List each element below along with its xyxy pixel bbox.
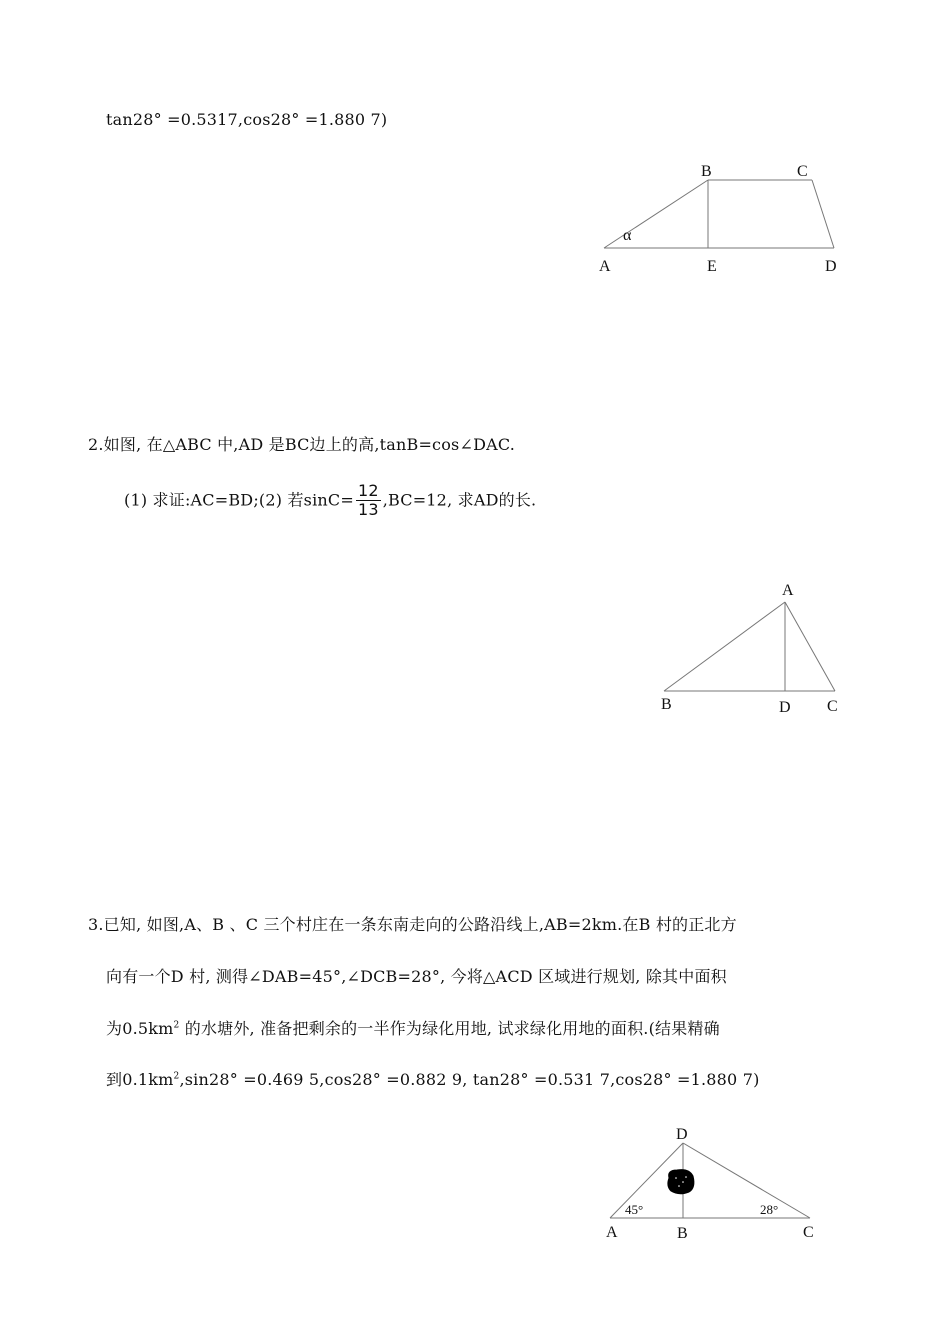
- fig3-label-b: B: [677, 1225, 688, 1242]
- fraction-12-13: [356, 482, 381, 520]
- fig2-label-b: B: [661, 696, 672, 713]
- problem2-statement: 2.如图, 在△ABC 中,AD 是BC边上的高,tanB=cos∠DAC.: [88, 435, 516, 454]
- problem1-tail-text: tan28° =0.5317,cos28° =1.880 7): [106, 110, 388, 129]
- problem3-line-3b: 的水塘外, 准备把剩余的一半作为绿化用地, 试求绿化用地的面积.(结果精确: [179, 1019, 720, 1038]
- fig1-label-c: C: [797, 163, 808, 180]
- problem3-line-3: [106, 1016, 720, 1039]
- problem3-line-4a: 到0.1km: [106, 1070, 174, 1089]
- fig2-label-d: D: [779, 699, 791, 716]
- problem3-line-2: 向有一个D 村, 测得∠DAB=45°,∠DCB=28°, 今将△ACD 区域进行规划, 除其中面积: [106, 967, 727, 986]
- fig1-side-cd: [812, 180, 834, 248]
- fraction-numerator: 12: [357, 481, 379, 500]
- figure-3-village-map: [595, 1120, 835, 1250]
- fig1-label-b: B: [701, 163, 712, 180]
- fig3-label-a: A: [606, 1224, 618, 1241]
- fig1-side-ab: [604, 180, 708, 248]
- fig3-angle-c: 28°: [760, 1202, 779, 1217]
- fig3-side-dc: [683, 1143, 810, 1218]
- superscript-2: 2: [173, 1020, 180, 1031]
- problem3-line-1: 3.已知, 如图,A、B 、C 三个村庄在一条东南走向的公路沿线上,AB=2km.在B 村的正北方: [88, 915, 737, 934]
- fig2-side-ac: [785, 602, 835, 691]
- fig1-label-d: D: [825, 258, 837, 275]
- problem2-questions-post: ,BC=12, 求AD的长.: [382, 490, 537, 510]
- fig3-angle-a: 45°: [625, 1202, 644, 1217]
- fig3-label-d: D: [676, 1126, 688, 1143]
- fig2-side-ab: [664, 602, 785, 691]
- fraction-denominator: 13: [357, 500, 379, 520]
- fig3-label-c: C: [803, 1224, 814, 1241]
- figure-1-trapezoid: [590, 155, 850, 285]
- problem3-line-4b: ,sin28° =0.469 5,cos28° =0.882 9, tan28° =0.531 7,cos28° =1.880 7): [179, 1070, 760, 1089]
- fig1-label-a: A: [599, 258, 611, 275]
- fig1-label-alpha: α: [623, 227, 632, 244]
- problem3-line-4: [106, 1067, 760, 1090]
- problem2-questions: [124, 482, 536, 520]
- superscript-2: 2: [173, 1071, 180, 1082]
- figure-2-triangle: [650, 575, 860, 725]
- pond-shape: [668, 1170, 694, 1194]
- fig2-label-a: A: [782, 582, 794, 599]
- fig2-label-c: C: [827, 698, 838, 715]
- problem3-line-3a: 为0.5km: [106, 1019, 174, 1038]
- fig1-label-e: E: [707, 258, 717, 275]
- problem2-questions-pre: (1) 求证:AC=BD;(2) 若sinC=: [124, 490, 354, 510]
